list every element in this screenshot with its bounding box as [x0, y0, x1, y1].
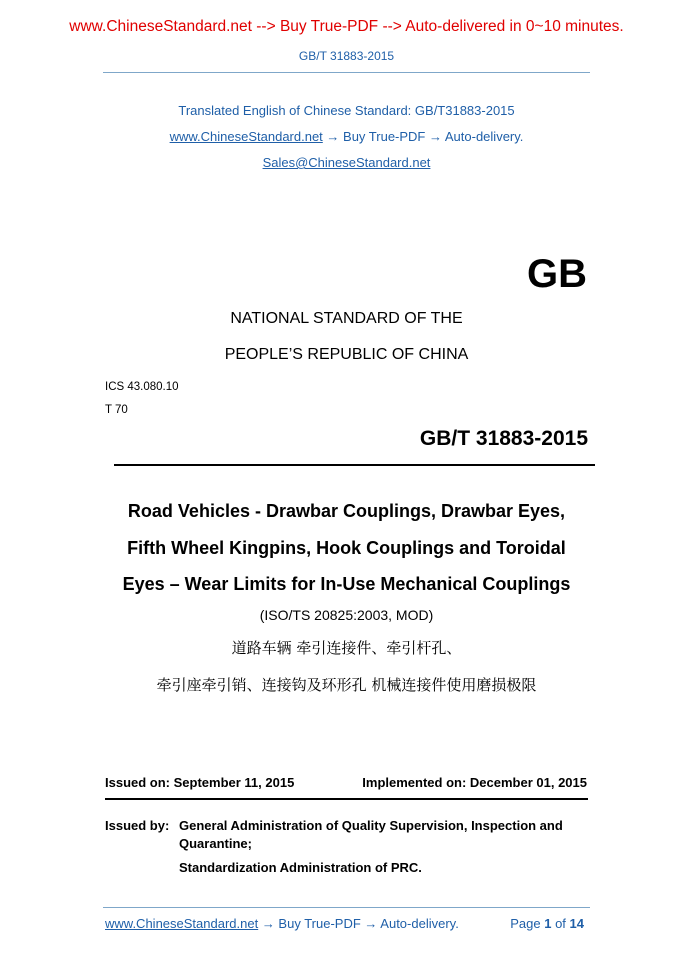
- title-line-2: Fifth Wheel Kingpins, Hook Couplings and Toroidal: [127, 538, 566, 558]
- national-standard-line1: NATIONAL STANDARD OF THE: [230, 310, 463, 327]
- title-line-1: Road Vehicles - Drawbar Couplings, Drawbar Eyes,: [127, 501, 566, 521]
- gb-mark: GB: [527, 252, 587, 296]
- implemented-on-date: Implemented on: December 01, 2015: [362, 775, 587, 790]
- standard-number: GB/T 31883-2015: [419, 427, 588, 450]
- chinese-title-line-1: 道路车辆 牵引连接件、牵引杆孔、: [231, 639, 462, 657]
- purchase-text: → Buy True-PDF → Auto-delivery.: [322, 129, 524, 144]
- footer-divider: [103, 907, 590, 908]
- title-line-3: Eyes – Wear Limits for In-Use Mechanical Couplings: [122, 574, 571, 594]
- page-of: of: [551, 916, 570, 931]
- ics-code: ICS 43.080.10: [105, 381, 179, 393]
- national-standard-line2: PEOPLE’S REPUBLIC OF CHINA: [224, 346, 469, 363]
- issue-divider: [105, 798, 588, 800]
- page-label: Page: [510, 916, 545, 931]
- issued-on-date: Issued on: September 11, 2015: [105, 775, 295, 790]
- site-link[interactable]: www.ChineseStandard.net: [169, 129, 323, 144]
- header-divider: [103, 72, 590, 73]
- purchase-line: [0, 129, 693, 144]
- page-indicator: [510, 916, 584, 931]
- top-banner[interactable]: www.ChineseStandard.net --> Buy True-PDF --> Auto-delivered in 0~10 minutes.: [69, 18, 624, 35]
- sales-line: [0, 155, 693, 170]
- issued-by-line-1: General Administration of Quality Supervision, Inspection and: [179, 818, 563, 833]
- translation-note: Translated English of Chinese Standard: GB/T31883-2015: [178, 103, 515, 118]
- footer-purchase-line: [105, 916, 459, 931]
- issued-by-line-3: Standardization Administration of PRC.: [179, 860, 422, 875]
- issued-by-label: Issued by:: [105, 818, 170, 833]
- header-standard-code: GB/T 31883-2015: [298, 49, 395, 63]
- issued-by-line-2: Quarantine;: [179, 836, 252, 851]
- iso-reference: (ISO/TS 20825:2003, MOD): [259, 607, 434, 623]
- chinese-title-line-2: 牵引座牵引销、连接钩及环形孔 机械连接件使用磨损极限: [156, 676, 537, 694]
- page-total: 14: [569, 916, 584, 931]
- classification-code: T 70: [105, 404, 128, 416]
- page-current: 1: [544, 916, 552, 931]
- footer-site-link[interactable]: www.ChineseStandard.net: [105, 916, 259, 931]
- footer-purchase-text: → Buy True-PDF → Auto-delivery.: [258, 916, 459, 931]
- title-divider: [114, 464, 595, 466]
- sales-email-link[interactable]: Sales@ChineseStandard.net: [262, 155, 431, 170]
